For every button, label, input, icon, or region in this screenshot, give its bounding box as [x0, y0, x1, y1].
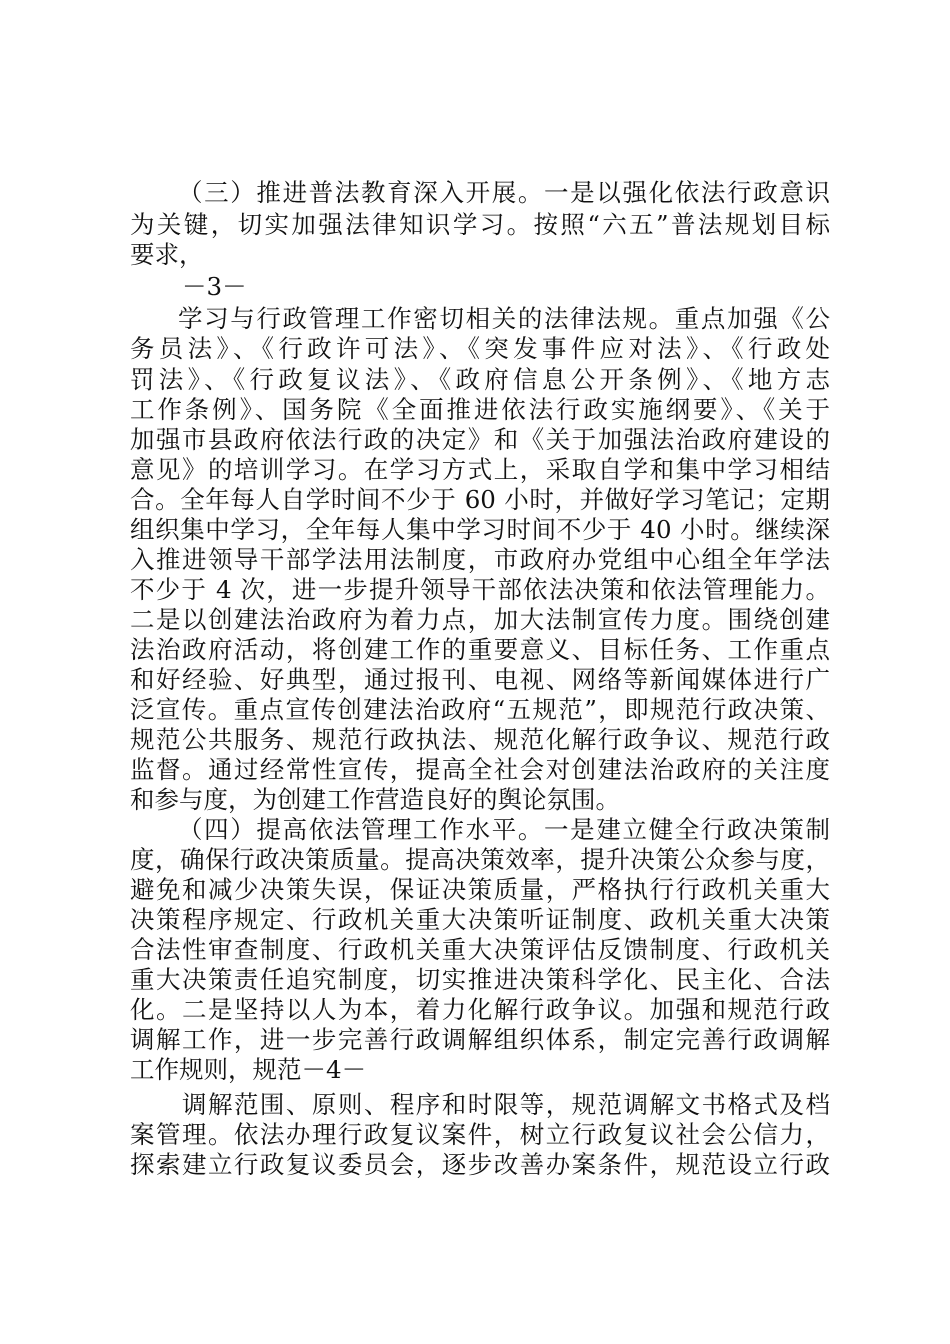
- paragraph-line: （四）提高依法管理工作水平。一是建立健全行政决策制: [178, 815, 830, 844]
- page-number: －3－: [182, 272, 247, 301]
- paragraph-line: 度，确保行政决策质量。提高决策效率，提升决策公众参与度，: [130, 845, 830, 874]
- paragraph-line: 调解工作，进一步完善行政调解组织体系，制定完善行政调解: [130, 1025, 830, 1054]
- paragraph-line: 不少于 4 次，进一步提升领导干部依法决策和依法管理能力。: [130, 575, 830, 604]
- paragraph-line: 工作规则，规范－4－: [130, 1055, 367, 1084]
- paragraph-line: 要求，: [130, 240, 204, 269]
- paragraph-line: 罚法》、《行政复议法》、《政府信息公开条例》、《地方志: [130, 365, 830, 394]
- paragraph-line: 务员法》、《行政许可法》、《突发事件应对法》、《行政处: [130, 334, 830, 363]
- paragraph-line: 意见》的培训学习。在学习方式上，采取自学和集中学习相结: [130, 455, 830, 484]
- paragraph-line: 合。全年每人自学时间不少于 60 小时，并做好学习笔记；定期: [130, 485, 830, 514]
- paragraph-line: 加强市县政府依法行政的决定》和《关于加强法治政府建设的: [130, 425, 830, 454]
- paragraph-line: 规范公共服务、规范行政执法、规范化解行政争议、规范行政: [130, 725, 830, 754]
- paragraph-line: 入推进领导干部学法用法制度，市政府办党组中心组全年学法: [130, 545, 830, 574]
- paragraph-line: 学习与行政管理工作密切相关的法律法规。重点加强《公: [178, 304, 830, 333]
- paragraph-line: 和好经验、好典型，通过报刊、电视、网络等新闻媒体进行广: [130, 665, 830, 694]
- paragraph-line: 组织集中学习，全年每人集中学习时间不少于 40 小时。继续深: [130, 515, 830, 544]
- paragraph-line: 泛宣传。重点宣传创建法治政府“五规范”，即规范行政决策、: [130, 695, 830, 724]
- paragraph-line: 案管理。依法办理行政复议案件，树立行政复议社会公信力，: [130, 1120, 830, 1149]
- paragraph-line: 决策程序规定、行政机关重大决策听证制度、政机关重大决策: [130, 905, 830, 934]
- paragraph-line: 调解范围、原则、程序和时限等，规范调解文书格式及档: [182, 1090, 830, 1119]
- paragraph-line: 重大决策责任追究制度，切实推进决策科学化、民主化、合法: [130, 965, 830, 994]
- paragraph-line: （三）推进普法教育深入开展。一是以强化依法行政意识: [178, 178, 830, 207]
- paragraph-line: 二是以创建法治政府为着力点，加大法制宣传力度。围绕创建: [130, 605, 830, 634]
- paragraph-line: 监督。通过经常性宣传，提高全社会对创建法治政府的关注度: [130, 755, 830, 784]
- paragraph-line: 探索建立行政复议委员会，逐步改善办案条件，规范设立行政: [130, 1150, 830, 1179]
- paragraph-line: 为关键，切实加强法律知识学习。按照“六五”普法规划目标: [130, 210, 830, 239]
- paragraph-line: 法治政府活动，将创建工作的重要意义、目标任务、工作重点: [130, 635, 830, 664]
- paragraph-line: 避免和减少决策失误，保证决策质量，严格执行行政机关重大: [130, 875, 830, 904]
- paragraph-line: 化。二是坚持以人为本，着力化解行政争议。加强和规范行政: [130, 995, 830, 1024]
- paragraph-line: 合法性审查制度、行政机关重大决策评估反馈制度、行政机关: [130, 935, 830, 964]
- paragraph-line: 工作条例》、国务院《全面推进依法行政实施纲要》、《关于: [130, 395, 830, 424]
- paragraph-line: 和参与度，为创建工作营造良好的舆论氛围。: [130, 785, 620, 814]
